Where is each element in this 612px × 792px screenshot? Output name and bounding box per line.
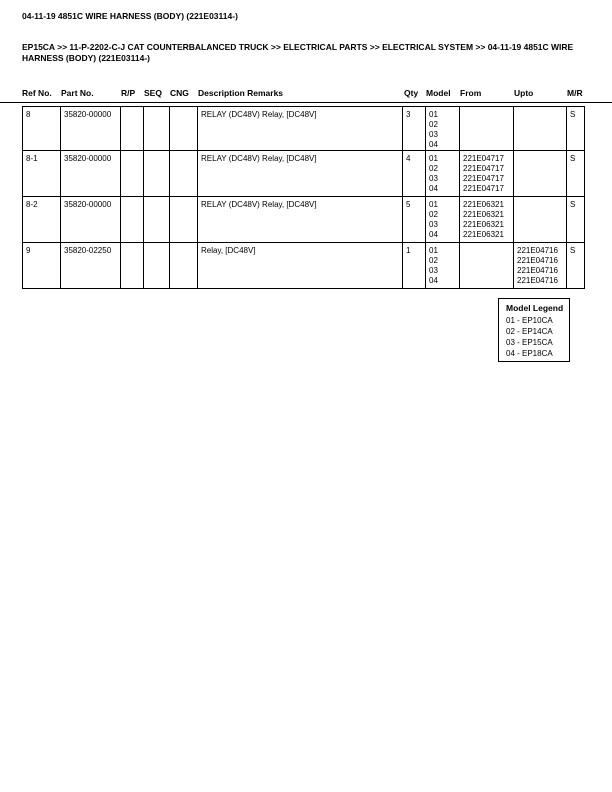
model-value: 04 (429, 184, 438, 193)
upto-value: 221E04716 (517, 256, 558, 265)
model-cell (426, 197, 460, 243)
from-cell (460, 151, 514, 197)
cng-cell (170, 151, 198, 197)
description-cell: RELAY (DC48V) Relay, [DC48V] (198, 151, 403, 197)
part-no-cell: 35820-00000 (61, 151, 121, 197)
description-cell: RELAY (DC48V) Relay, [DC48V] (198, 197, 403, 243)
model-legend-item: 04 - EP18CA (506, 349, 553, 358)
model-value: 03 (429, 174, 438, 183)
model-legend-item: 03 - EP15CA (506, 338, 553, 347)
model-value: 03 (429, 130, 438, 139)
from-value: 221E06321 (463, 200, 504, 209)
model-value: 02 (429, 210, 438, 219)
from-value: 221E04717 (463, 164, 504, 173)
parts-table (22, 106, 585, 289)
header-description: Description Remarks (198, 88, 284, 98)
header-mr: M/R (567, 88, 583, 98)
model-value: 04 (429, 276, 438, 285)
cng-cell (170, 107, 198, 151)
qty-cell: 4 (403, 151, 426, 197)
header-part-no: Part No. (61, 88, 94, 98)
model-legend-item: 02 - EP14CA (506, 327, 553, 336)
qty-cell: 1 (403, 243, 426, 289)
qty-cell: 5 (403, 197, 426, 243)
seq-cell (144, 197, 170, 243)
mr-cell: S (567, 197, 585, 243)
part-no-cell: 35820-00000 (61, 197, 121, 243)
from-value: 221E06321 (463, 230, 504, 239)
description-cell: Relay, [DC48V] (198, 243, 403, 289)
mr-cell: S (567, 243, 585, 289)
model-legend-item: 01 - EP10CA (506, 316, 553, 325)
upto-cell (514, 107, 567, 151)
ref-no-cell: 8-2 (23, 197, 61, 243)
header-seq: SEQ (144, 88, 162, 98)
from-cell (460, 243, 514, 289)
from-cell (460, 107, 514, 151)
header-qty: Qty (404, 88, 419, 98)
description-cell: RELAY (DC48V) Relay, [DC48V] (198, 107, 403, 151)
cng-cell (170, 197, 198, 243)
model-value: 02 (429, 256, 438, 265)
ref-no-cell: 8 (23, 107, 61, 151)
upto-value: 221E04716 (517, 266, 558, 275)
header-upto: Upto (514, 88, 534, 98)
seq-cell (144, 243, 170, 289)
upto-cell (514, 151, 567, 197)
model-value: 01 (429, 110, 438, 119)
rp-cell (121, 107, 144, 151)
model-value: 04 (429, 140, 438, 149)
ref-no-cell: 8-1 (23, 151, 61, 197)
table-row (23, 107, 585, 151)
model-legend-title: Model Legend (506, 303, 564, 313)
model-value: 04 (429, 230, 438, 239)
upto-cell (514, 197, 567, 243)
seq-cell (144, 107, 170, 151)
from-cell (460, 197, 514, 243)
header-ref-no: Ref No. (22, 88, 52, 98)
rp-cell (121, 197, 144, 243)
upto-cell (514, 243, 567, 289)
part-no-cell: 35820-00000 (61, 107, 121, 151)
rp-cell (121, 151, 144, 197)
from-value: 221E04717 (463, 184, 504, 193)
seq-cell (144, 151, 170, 197)
cng-cell (170, 243, 198, 289)
from-value: 221E04717 (463, 174, 504, 183)
header-from: From (460, 88, 482, 98)
header-rp: R/P (121, 88, 136, 98)
header-model: Model (426, 88, 451, 98)
model-value: 03 (429, 266, 438, 275)
rp-cell (121, 243, 144, 289)
model-cell (426, 107, 460, 151)
qty-cell: 3 (403, 107, 426, 151)
part-no-cell: 35820-02250 (61, 243, 121, 289)
table-row (23, 197, 585, 243)
page-title: 04-11-19 4851C WIRE HARNESS (BODY) (221E03114-) (22, 11, 238, 21)
mr-cell: S (567, 151, 585, 197)
model-value: 01 (429, 246, 438, 255)
model-cell (426, 243, 460, 289)
from-value: 221E04717 (463, 154, 504, 163)
header-cng: CNG (170, 88, 189, 98)
model-value: 01 (429, 200, 438, 209)
from-value: 221E06321 (463, 220, 504, 229)
upto-value: 221E04716 (517, 246, 558, 255)
breadcrumb: EP15CA >> 11-P-2202-C-J CAT COUNTERBALANCED TRUCK >> ELECTRICAL PARTS >> ELECTRICAL SYSTEM >> 04-11-19 4851C WIRE HARNESS (BODY) (221E03114-) (22, 42, 574, 63)
mr-cell: S (567, 107, 585, 151)
table-row (23, 151, 585, 197)
table-row (23, 243, 585, 289)
ref-no-cell: 9 (23, 243, 61, 289)
model-value: 01 (429, 154, 438, 163)
model-value: 03 (429, 220, 438, 229)
upto-value: 221E04716 (517, 276, 558, 285)
model-value: 02 (429, 164, 438, 173)
from-value: 221E06321 (463, 210, 504, 219)
model-value: 02 (429, 120, 438, 129)
model-legend (498, 298, 570, 362)
model-cell (426, 151, 460, 197)
header-divider (0, 102, 612, 103)
